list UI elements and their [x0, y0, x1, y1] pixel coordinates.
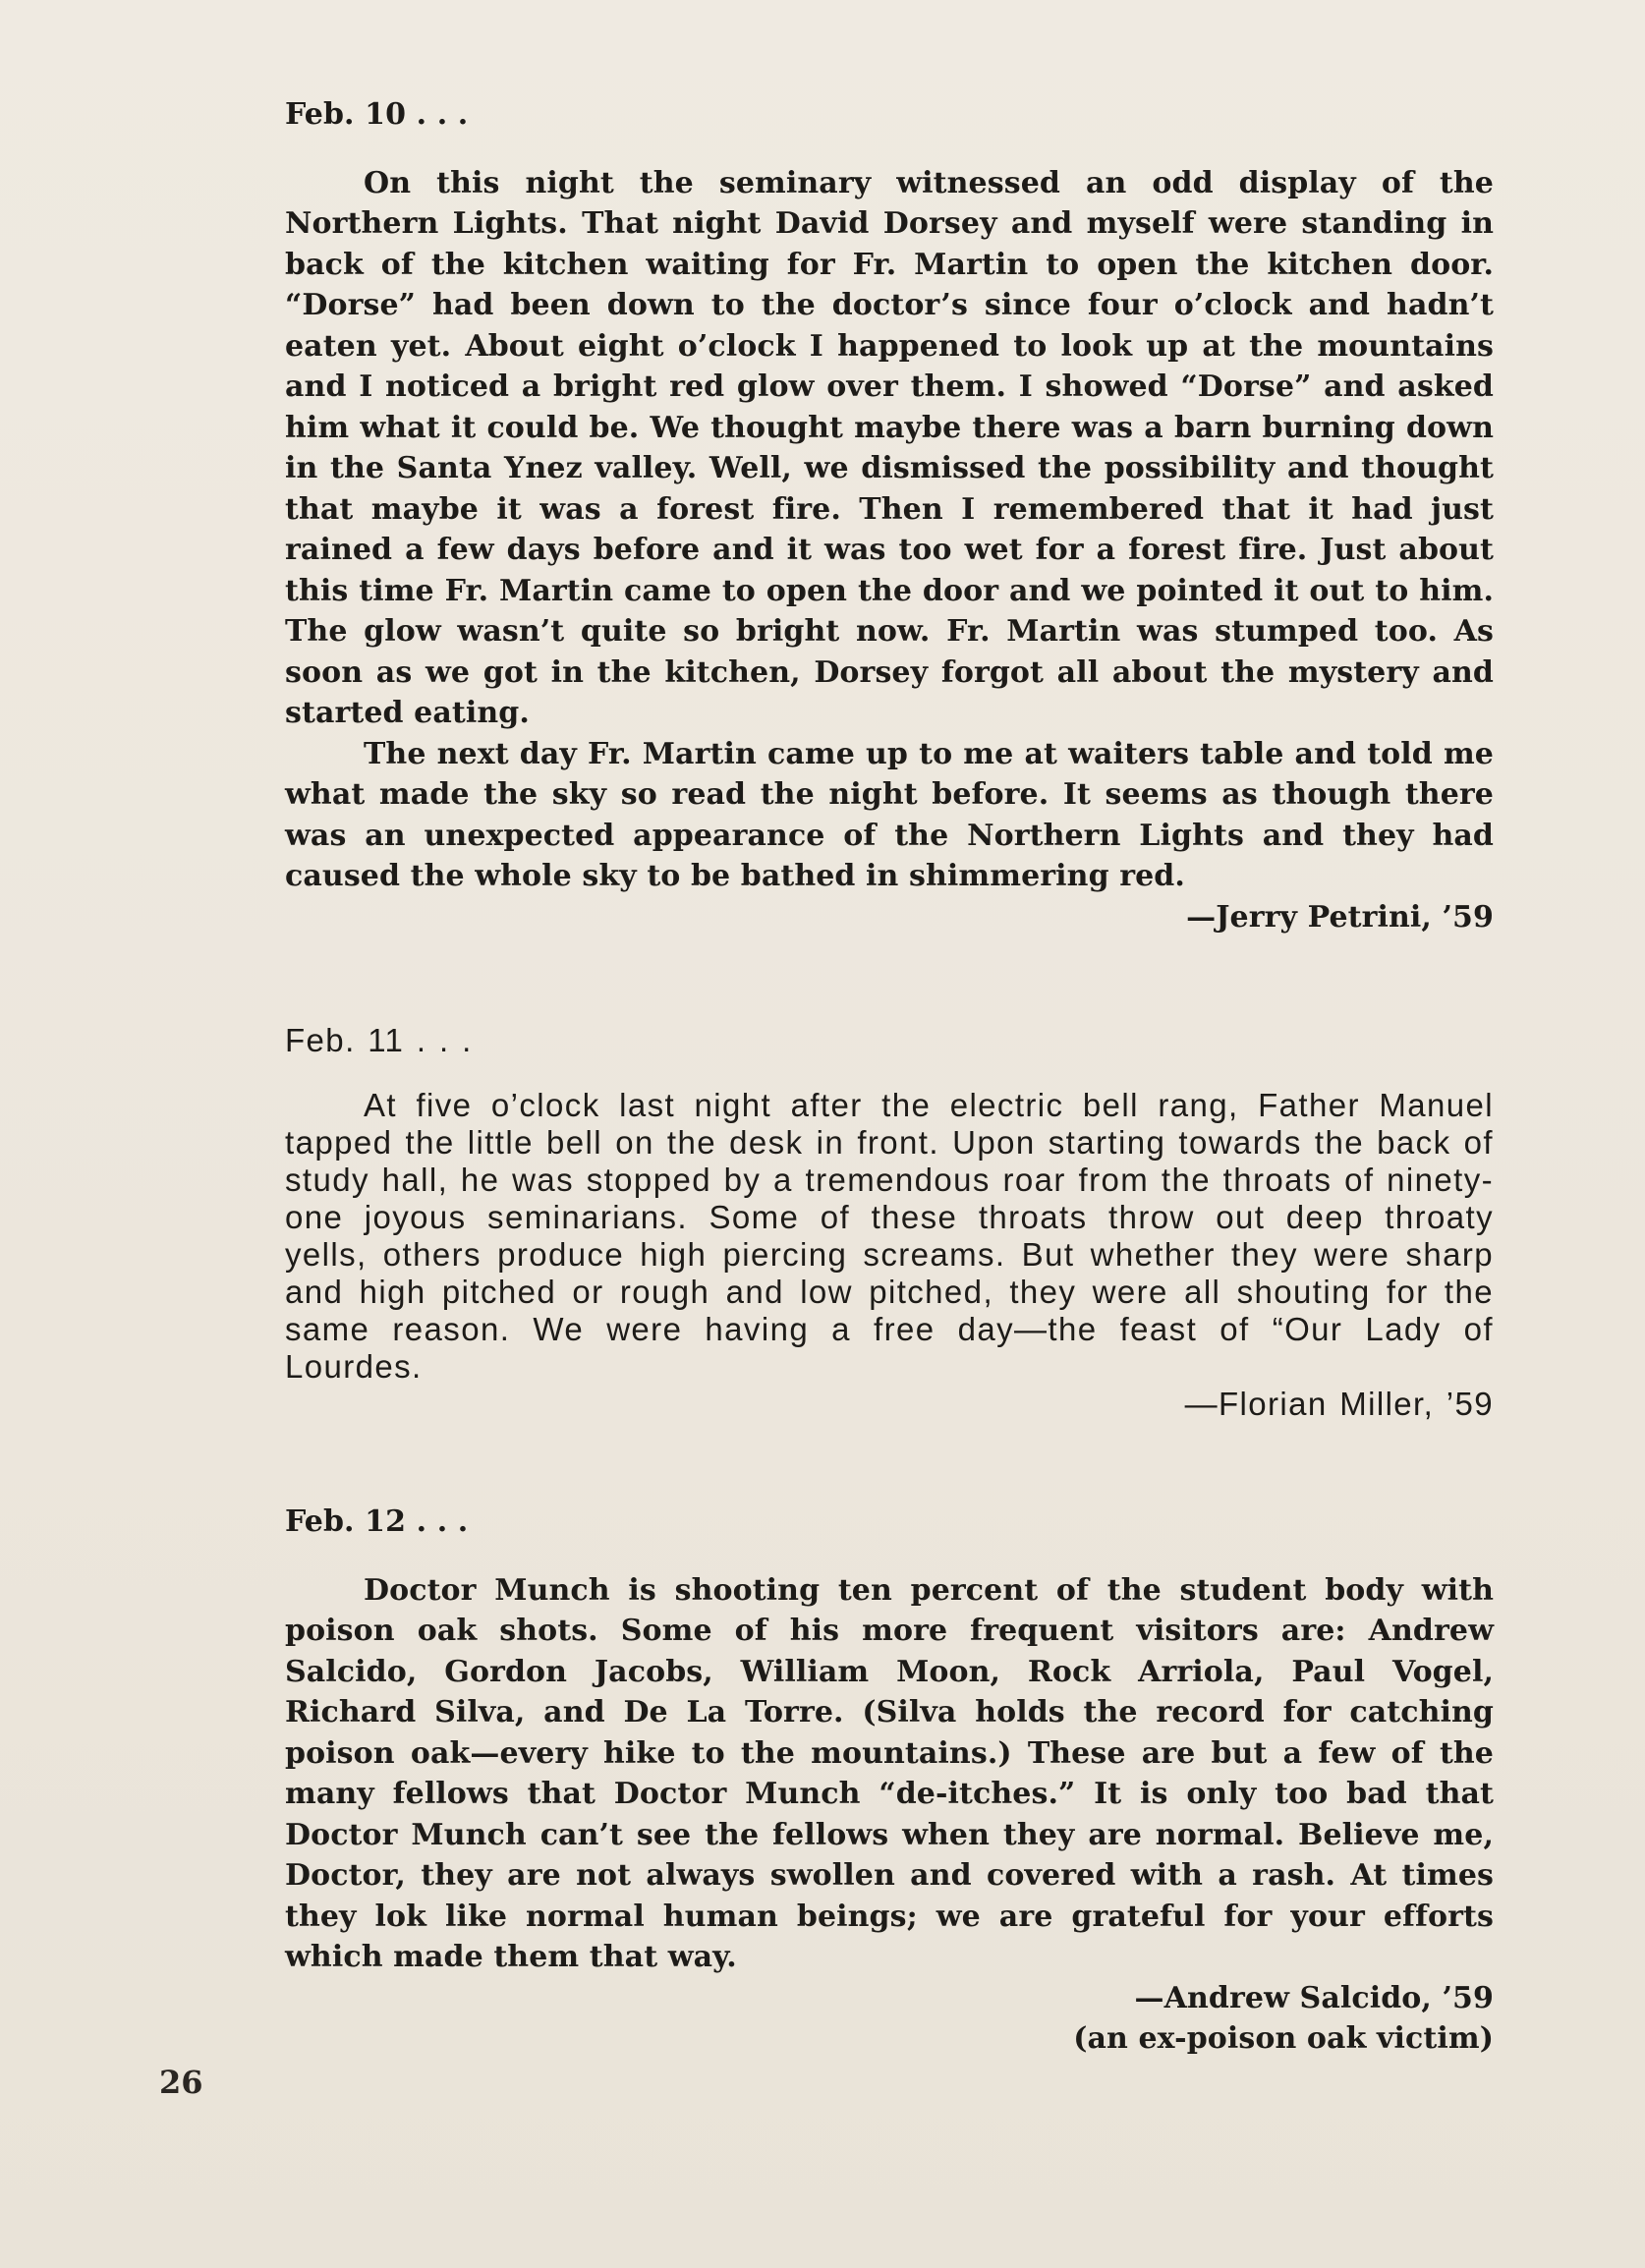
entry-signature: —Florian Miller, ’59: [1184, 1386, 1494, 1422]
page-number: 26: [159, 2064, 203, 2101]
entry-date: Feb. 11 . . .: [285, 1022, 473, 1058]
entry-paragraph: On this night the seminary witnessed an odd display of the Northern Lights. That night David Dorsey and myself were standing in back of the kitchen waiting for Fr. Martin to open the kitchen door. “Dorse” had been down to the doctor’s since four o’clock and hadn’t eaten yet. About eight o’clock I happened to look up at the mountains and I noticed a bright red glow over them. I showed “Dorse” and asked him what it could be. We thought maybe there was a barn burning down in the Santa Ynez valley. Well, we dismissed the possibility and thought that maybe it was a forest fire. Then I remembered that it had just rained a few days before and it was too wet for a forest fire. Just about this time Fr. Martin came to open the door and we pointed it out to him. The glow wasn’t quite so bright now. Fr. Martin was stumped too. As soon as we got in the kitchen, Dorsey forgot all about the mystery and started eating.: [285, 165, 1494, 730]
entry-signature: —Andrew Salcido, ’59: [1134, 1980, 1494, 2015]
journal-entry-feb-12: [285, 1502, 1494, 2060]
entry-signature-note: (an ex-poison oak victim): [1073, 2021, 1494, 2056]
entry-signature: —Jerry Petrini, ’59: [1186, 899, 1494, 935]
entry-date: Feb. 10 . . .: [285, 97, 469, 132]
entry-paragraph: At five o’clock last night after the electric bell rang, Father Manuel tapped the little bell on the desk in front. Upon starting towards the back of study hall, he was stopped by a tremendous roar from the throats of ninety-one joyous seminarians. Some of these throats throw out deep throaty yells, others produce high piercing screams. But whether they were sharp and high pitched or rough and low pitched, they were all shouting for the same reason. We were having a free day—the feast of “Our Lady of Lourdes.: [285, 1087, 1494, 1385]
entry-paragraph: Doctor Munch is shooting ten percent of the student body with poison oak shots. Some of his more frequent visitors are: Andrew Salcido, Gordon Jacobs, William Moon, Rock Arriola, Paul Vogel, Richard Silva, and De La Torre. (Silva holds the record for catching poison oak—every hike to the mountains.) These are but a few of the many fellows that Doctor Munch “de-itches.” It is only too bad that Doctor Munch can’t see the fellows when they are normal. Believe me, Doctor, they are not always swollen and covered with a rash. At times they lok like normal human beings; we are grateful for your efforts which made them that way.: [285, 1572, 1494, 1974]
entry-date: Feb. 12 . . .: [285, 1504, 469, 1539]
entry-paragraph: The next day Fr. Martin came up to me at waiters table and told me what made the sky so read the night before. It seems as though there was an unexpected appearance of the Northern Lights and they had caused the whole sky to be bathed in shimmering red.: [285, 736, 1494, 893]
journal-entry-feb-11: [285, 1022, 1494, 1423]
journal-entry-feb-10: [285, 94, 1494, 937]
